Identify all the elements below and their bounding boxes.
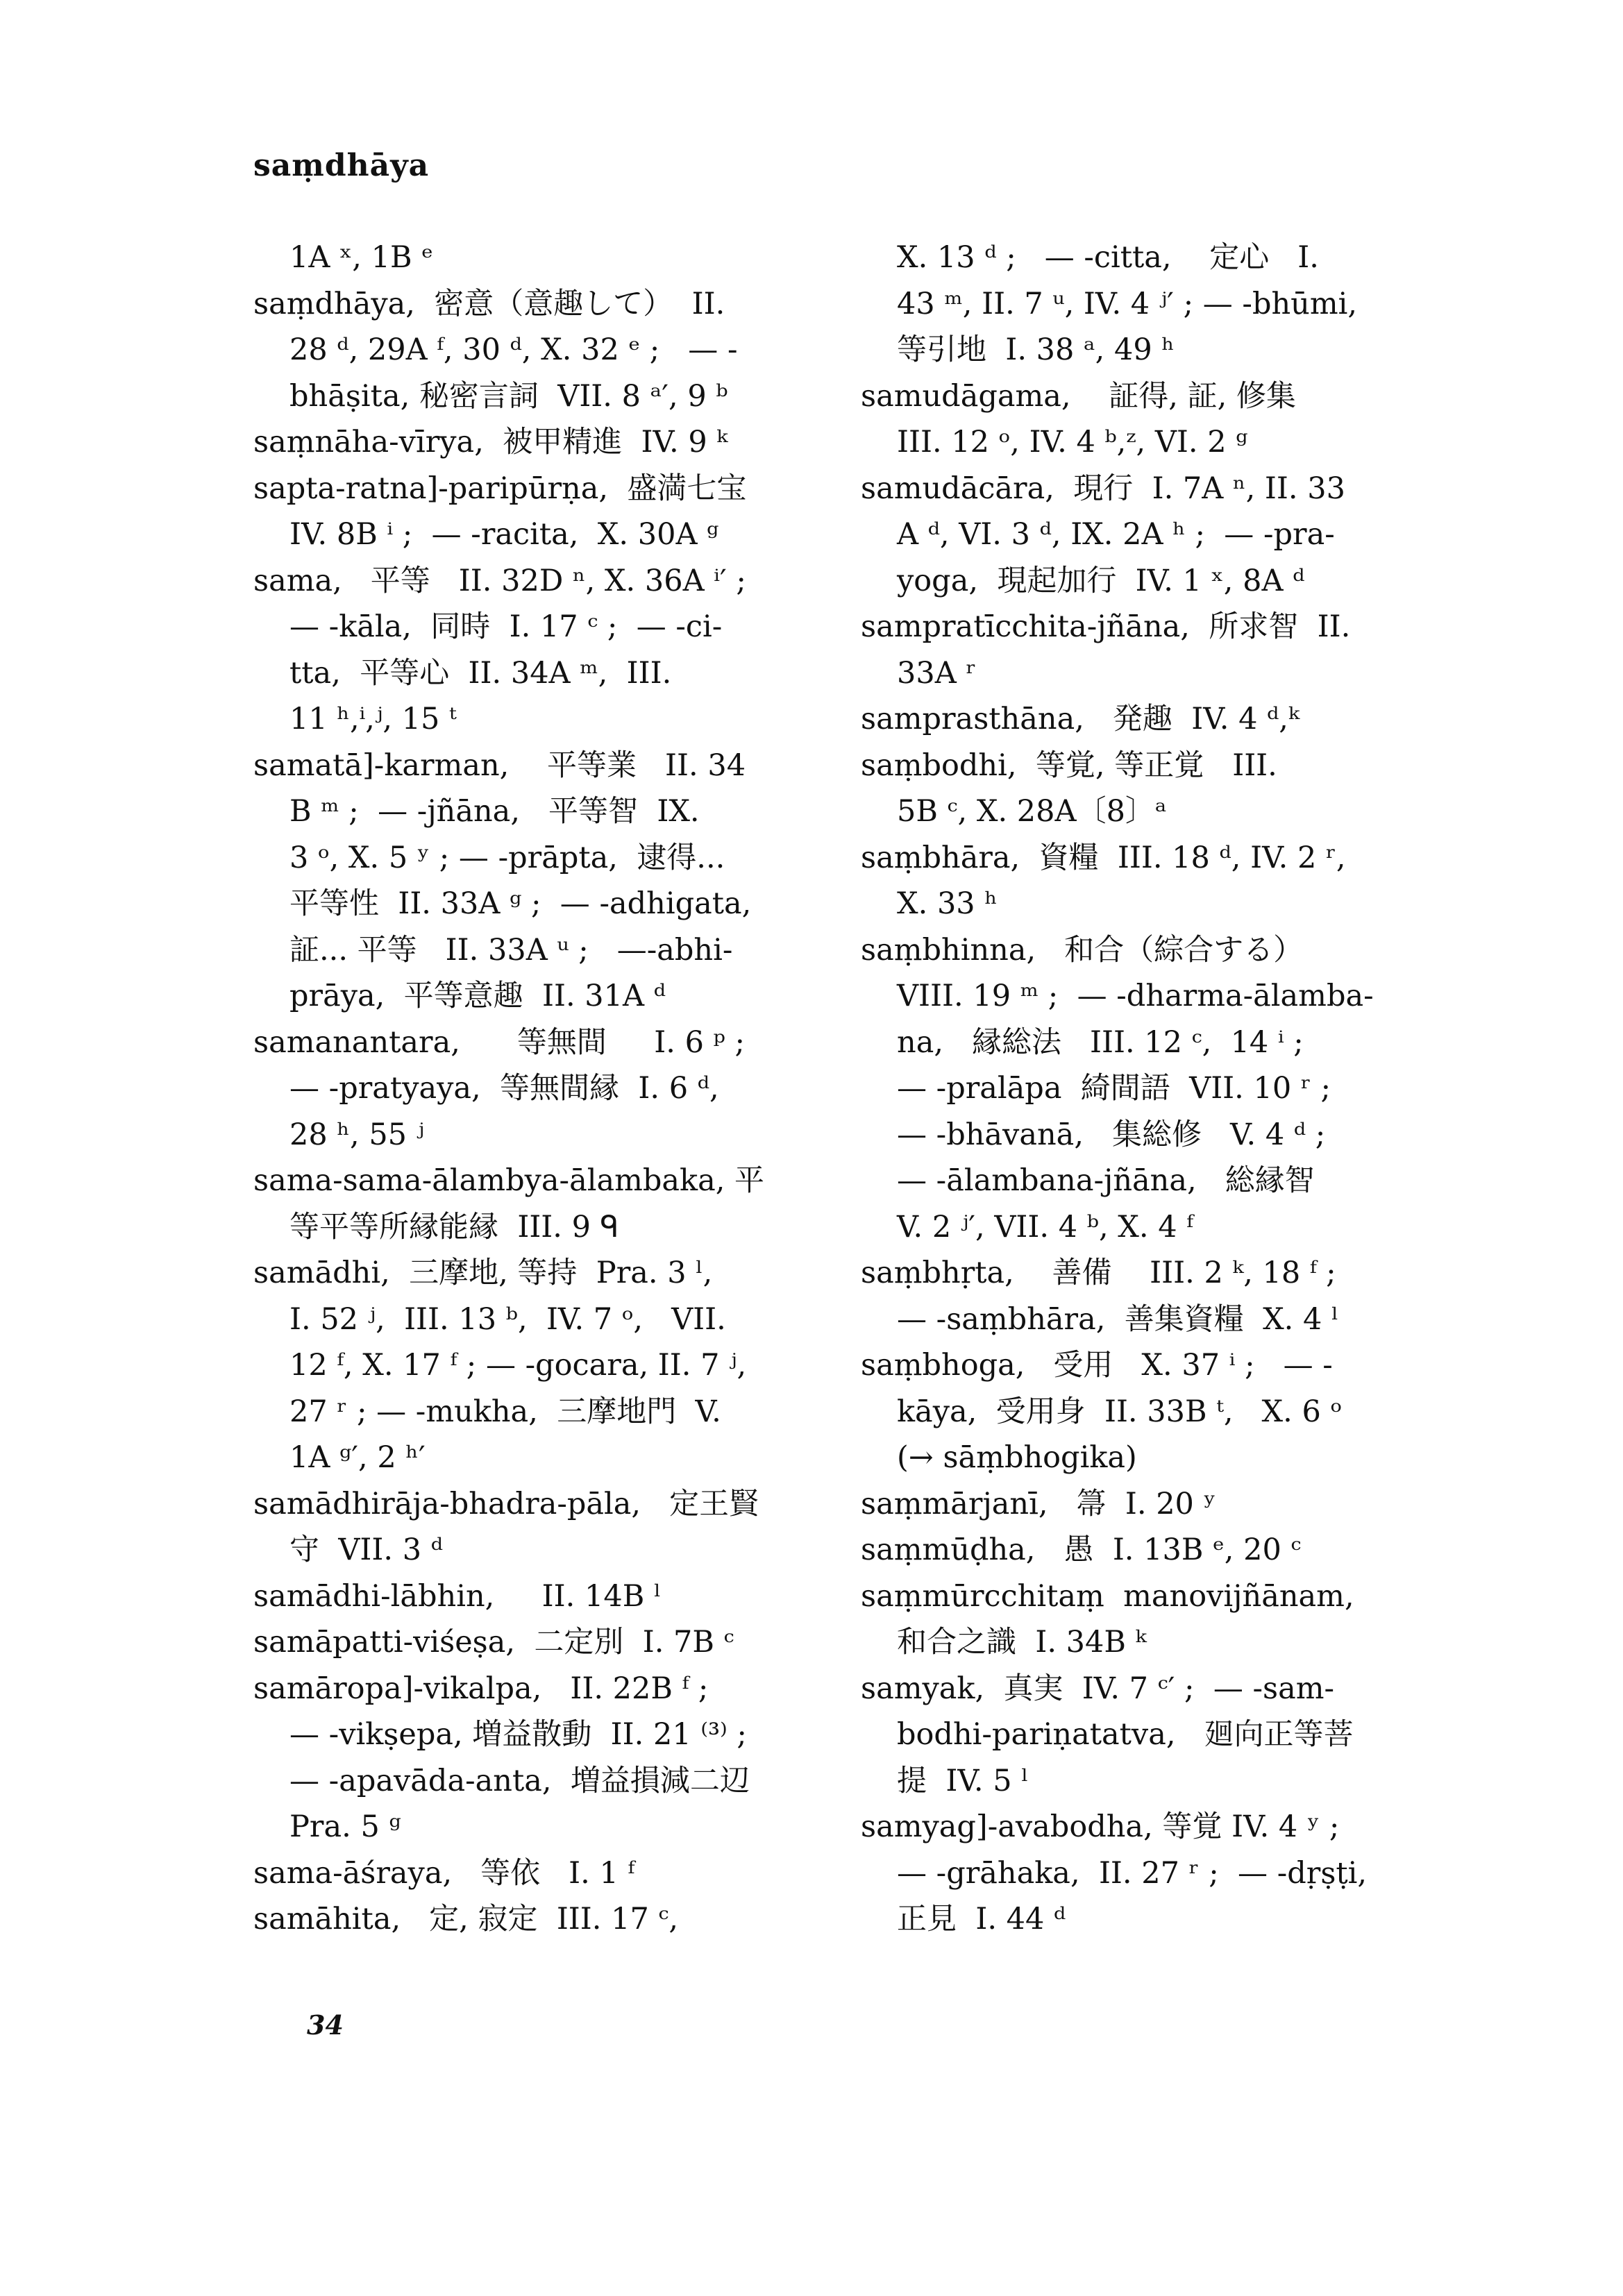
index-line: 提 IV. 5 ˡ [897,1763,1029,1798]
index-line: samādhi, 三摩地, 等持 Pra. 3 ˡ, [253,1256,713,1290]
page-number: 34 [307,2009,344,2041]
index-line: 証... 平等 II. 33A ᵘ ; —-abhi- [289,932,733,968]
index-line: sampratīcchita-jñāna, 所求智 II. [861,609,1351,644]
index-line: — -grāhaka, II. 27 ʳ ; — -dṛṣṭi, [897,1855,1368,1891]
index-line: samādhirāja-bhadra-pāla, 定王賢 [253,1486,759,1521]
index-line: samudāgama, 証得, 証, 修集 [861,378,1296,414]
index-line: sama, 平等 II. 32D ⁿ, X. 36A ⁱ′ ; [253,563,746,598]
index-line: — -vikṣepa, 増益散動 II. 21 ⁽³⁾ ; [289,1717,747,1752]
index-line: — -apavāda-anta, 増益損減二辺 [289,1763,750,1798]
index-line: (→ sāṃbhogika) [897,1440,1137,1475]
right-column [861,235,1447,1943]
index-line: prāya, 平等意趣 II. 31A ᵈ [289,979,666,1013]
index-line: sama-sama-ālambya-ālambaka, 平 [253,1163,765,1198]
index-line: saṃbodhi, 等覚, 等正覚 III. [861,748,1277,783]
index-line: 27 ʳ ; — -mukha, 三摩地門 V. [289,1394,721,1429]
index-line: 43 ᵐ, II. 7 ᵘ, IV. 4 ʲ′ ; — -bhūmi, [897,286,1358,321]
index-line: tta, 平等心 II. 34A ᵐ, III. [289,655,672,691]
index-line: VIII. 19 ᵐ ; — -dharma-ālamba- [897,979,1374,1013]
index-line: na, 縁総法 III. 12 ᶜ, 14 ⁱ ; [897,1024,1304,1060]
index-line: A ᵈ, VI. 3 ᵈ, IX. 2A ʰ ; — -pra- [897,517,1335,552]
index-line: 28 ᵈ, 29A ᶠ, 30 ᵈ, X. 32 ᵉ ; — - [289,332,738,367]
index-line: samyag]-avabodha, 等覚 IV. 4 ʸ ; [861,1809,1340,1844]
index-line: saṃmūḍha, 愚 I. 13B ᵉ, 20 ᶜ [861,1533,1302,1567]
index-line: samāpatti-viśeṣa, 二定別 I. 7B ᶜ [253,1625,734,1660]
index-line: 33A ʳ [897,655,977,691]
index-line: samprasthāna, 発趣 IV. 4 ᵈ,ᵏ [861,702,1300,736]
index-line: 等引地 I. 38 ᵃ, 49 ʰ [897,332,1175,367]
index-line: saṃdhāya, 密意（意趣して） II. [253,286,725,321]
index-line: 11 ʰ,ⁱ,ʲ, 15 ᵗ [289,702,457,736]
index-line: 1A ᵍ′, 2 ʰ′ [289,1440,426,1475]
index-line: saṃmārjanī, 箒 I. 20 ʸ [861,1486,1216,1521]
index-line: samudācāra, 現行 I. 7A ⁿ, II. 33 [861,471,1345,506]
index-line: 28 ʰ, 55 ʲ [289,1117,425,1152]
index-line: III. 12 ᵒ, IV. 4 ᵇ,ᶻ, VI. 2 ᵍ [897,425,1248,459]
index-line: samatā]-karman, 平等業 II. 34 [253,748,746,783]
index-line: saṃbhoga, 受用 X. 37 ⁱ ; — - [861,1348,1333,1383]
index-line: saṃbhṛta, 善備 III. 2 ᵏ, 18 ᶠ ; [861,1256,1336,1290]
index-line: — -kāla, 同時 I. 17 ᶜ ; — -ci- [289,609,723,644]
index-line: samyak, 真実 IV. 7 ᶜ′ ; — -sam- [861,1671,1335,1706]
index-line: 12 ᶠ, X. 17 ᶠ ; — -gocara, II. 7 ʲ, [289,1348,747,1383]
index-line: bhāṣita, 秘密言詞 VII. 8 ᵃ′, 9 ᵇ [289,378,728,414]
index-line: 1A ˣ, 1B ᵉ [289,240,433,275]
index-line: samanantara, 等無間 I. 6 ᵖ ; [253,1024,745,1060]
index-line: saṃbhinna, 和合（綜合する） [861,932,1304,968]
index-line: X. 33 ʰ [897,886,998,921]
index-line: — -ālambana-jñāna, 総縁智 [897,1163,1315,1198]
index-line: sapta-ratna]-paripūrṇa, 盛満七宝 [253,471,747,506]
index-line: — -saṃbhāra, 善集資糧 X. 4 ˡ [897,1301,1339,1337]
index-line: IV. 8B ⁱ ; — -racita, X. 30A ᵍ [289,517,719,552]
index-line: saṃbhāra, 資糧 III. 18 ᵈ, IV. 2 ʳ, [861,840,1346,875]
index-line: saṃnāha-vīrya, 被甲精進 IV. 9 ᵏ [253,425,728,459]
index-line: sama-āśraya, 等依 I. 1 ᶠ [253,1855,635,1891]
index-line: X. 13 ᵈ ; — -citta, 定心 I. [897,240,1319,275]
index-line: saṃmūrcchitaṃ manovijñānam, [861,1578,1354,1614]
index-line: Pra. 5 ᵍ [289,1809,401,1844]
index-line: samāropa]-vikalpa, II. 22B ᶠ ; [253,1671,709,1706]
index-line: samādhi-lābhin, II. 14B ˡ [253,1578,662,1614]
index-line: — -bhāvanā, 集総修 V. 4 ᵈ ; [897,1117,1326,1152]
index-line: B ᵐ ; — -jñāna, 平等智 IX. [289,794,700,829]
index-line: 正見 I. 44 ᵈ [897,1902,1066,1936]
running-header: saṃdhāya [253,148,430,183]
index-line: 3 ᵒ, X. 5 ʸ ; — -prāpta, 逮得... [289,840,725,875]
index-line: V. 2 ʲ′, VII. 4 ᵇ, X. 4 ᶠ [897,1209,1193,1244]
index-line: 守 VII. 3 ᵈ [289,1533,443,1567]
index-line: 和合之識 I. 34B ᵏ [897,1625,1147,1660]
index-line: 5B ᶜ, X. 28A〔8〕ᵃ [897,794,1167,829]
index-line: samāhita, 定, 寂定 III. 17 ᶜ, [253,1902,679,1936]
index-line: 等平等所縁能縁 III. 9 ᑫ [289,1209,619,1244]
left-column [253,235,840,1943]
index-line: kāya, 受用身 II. 33B ᵗ, X. 6 ᵒ [897,1394,1343,1429]
index-line: I. 52 ʲ, III. 13 ᵇ, IV. 7 ᵒ, VII. [289,1301,726,1337]
index-line: yoga, 現起加行 IV. 1 ˣ, 8A ᵈ [897,563,1305,598]
index-line: — -pralāpa 綺間語 VII. 10 ʳ ; [897,1071,1331,1106]
index-line: — -pratyaya, 等無間縁 I. 6 ᵈ, [289,1071,719,1106]
index-line: 平等性 II. 33A ᵍ ; — -adhigata, [289,886,752,921]
index-line: bodhi-pariṇatatva, 廻向正等菩 [897,1717,1354,1752]
